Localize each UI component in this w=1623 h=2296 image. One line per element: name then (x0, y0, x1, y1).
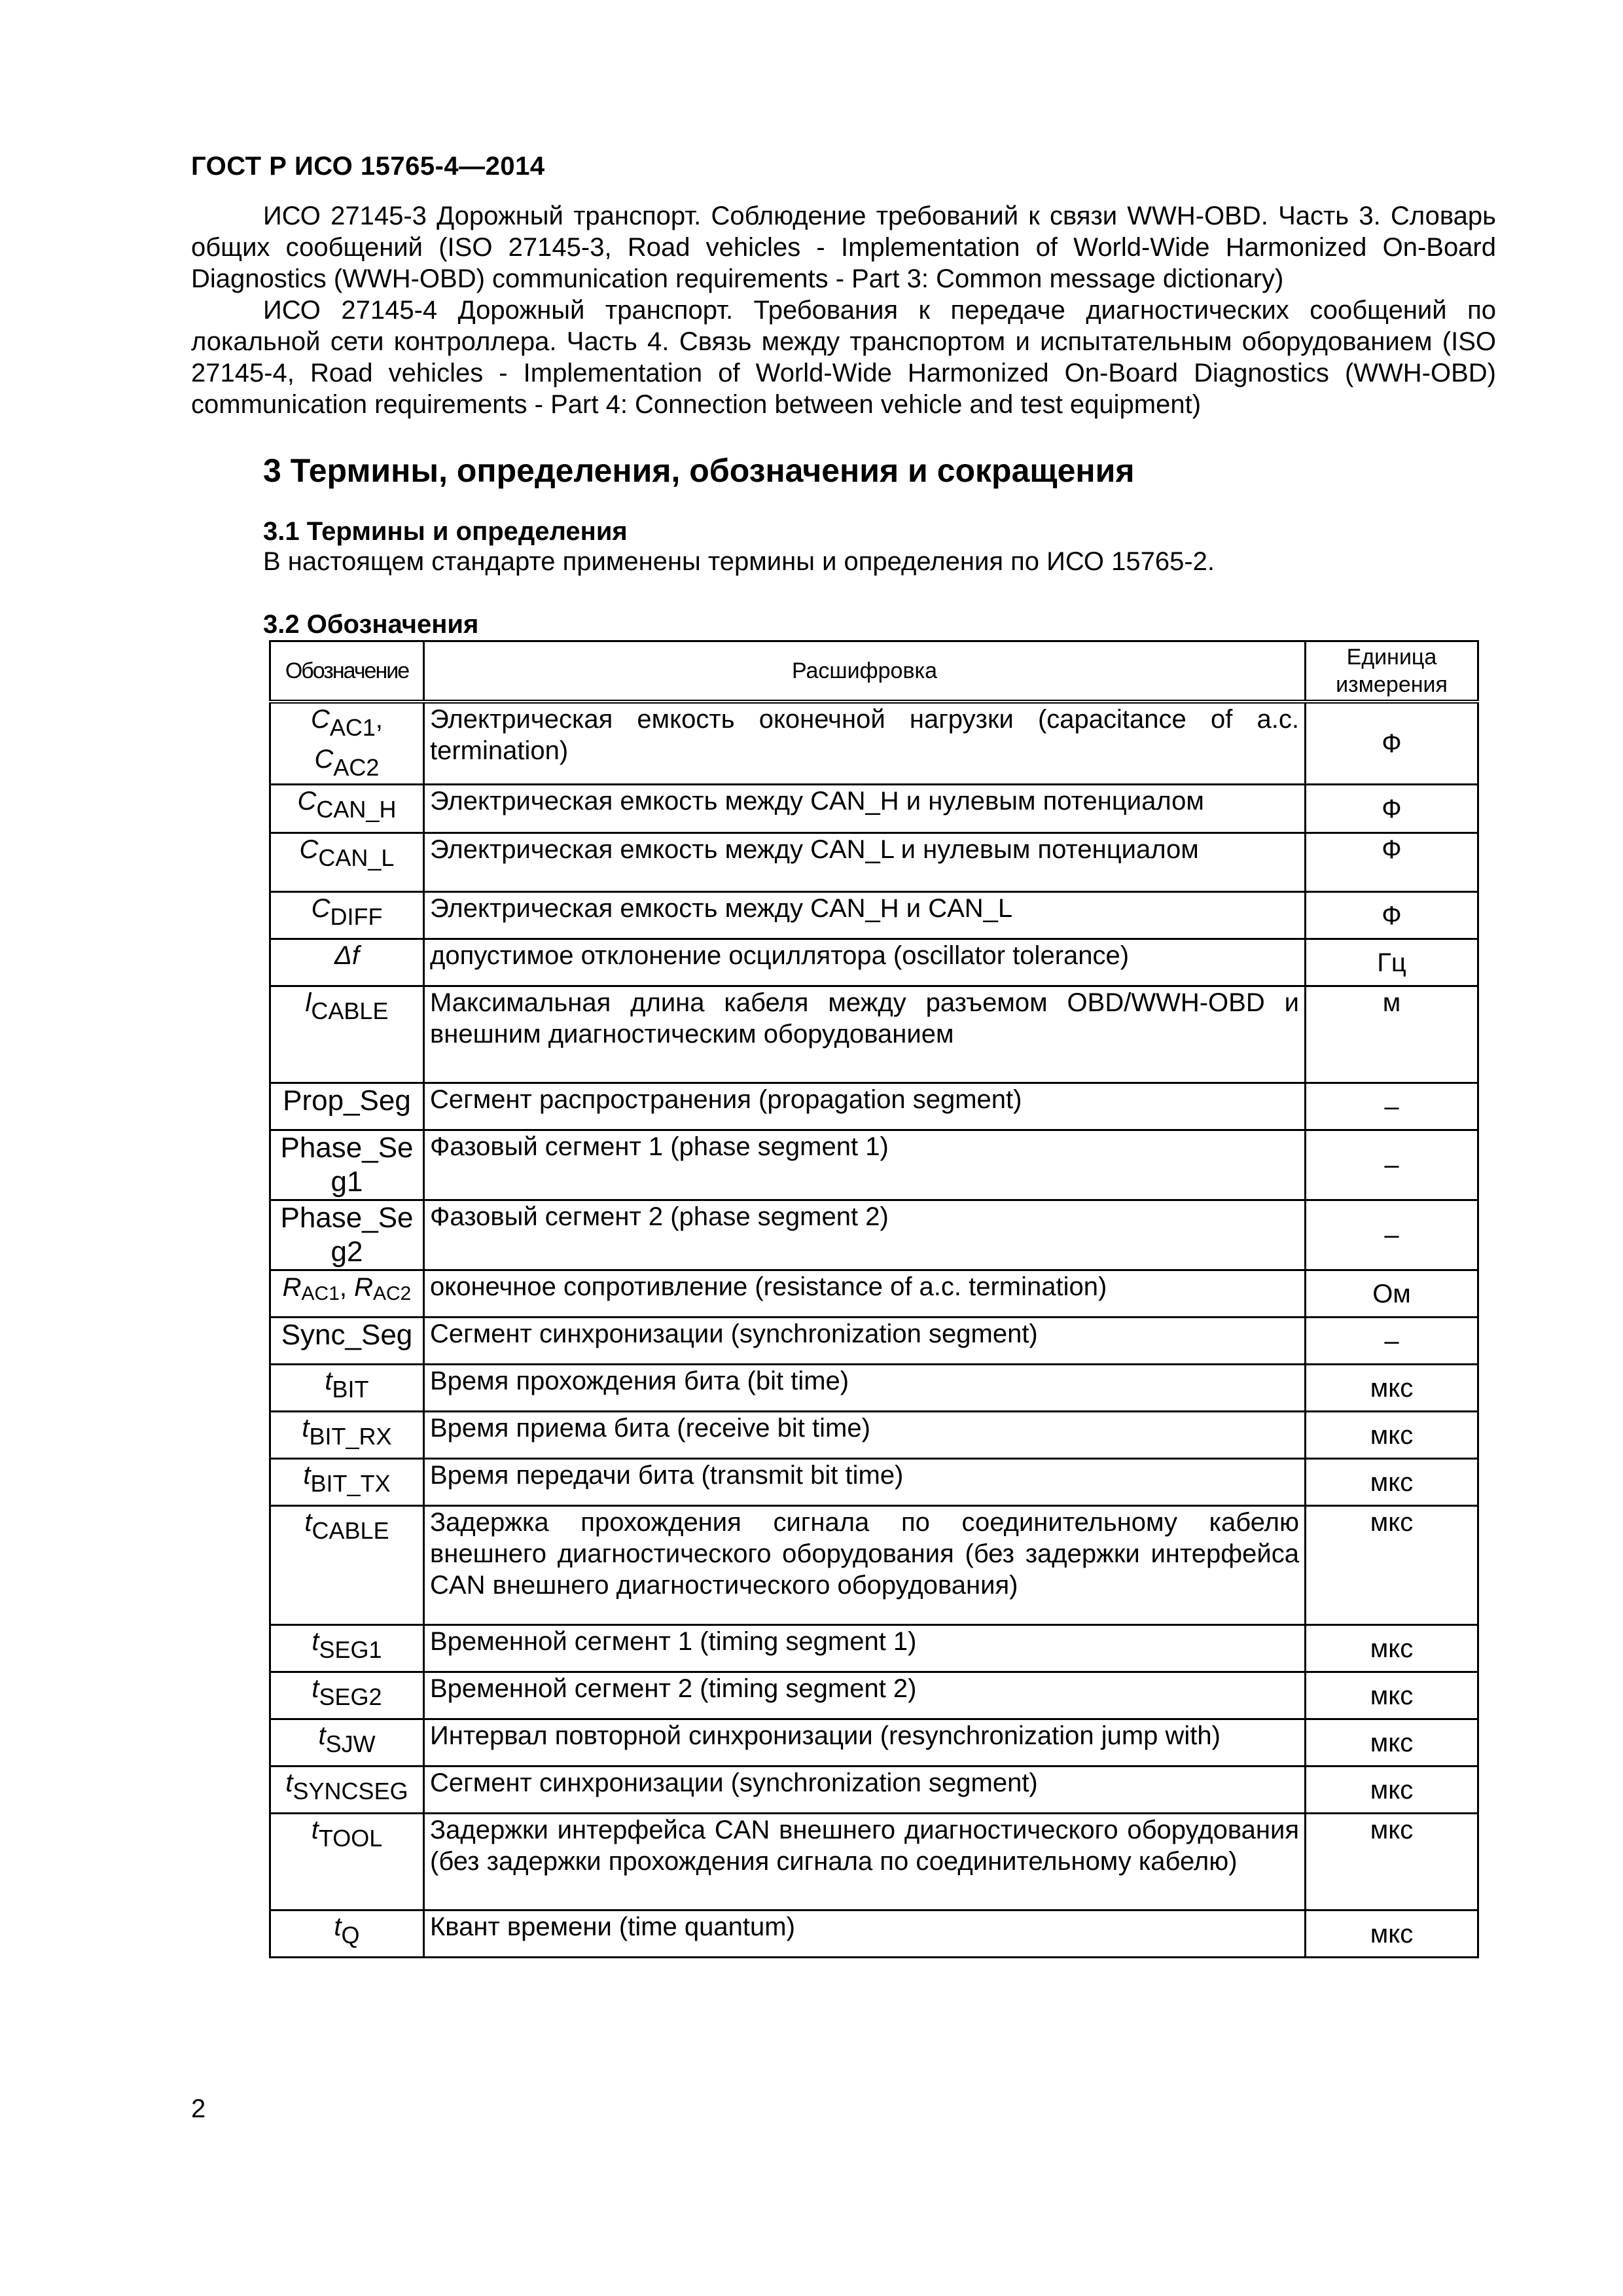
symbol-letter: C (314, 745, 334, 774)
unit-cell: мкс (1306, 1672, 1478, 1719)
unit-cell: мкс (1306, 1719, 1478, 1767)
symbol-subscript: CAN_L (318, 844, 395, 871)
description-cell: Фазовый сегмент 1 (phase segment 1) (424, 1130, 1306, 1200)
unit-cell: мкс (1306, 1910, 1478, 1958)
symbol-cell (270, 1625, 424, 1672)
symbol-letter: Δf (334, 941, 359, 970)
symbol-cell (270, 1910, 424, 1958)
symbol-subscript: AC2 (333, 754, 380, 781)
unit-cell: м (1306, 986, 1478, 1083)
reference-iso-27145-4: ИСО 27145-4 Дорожный транспорт. Требования к передаче диагностических сообщений по локальной сети контроллера. Часть 4. Связь между транспортом и испытательным оборудованием (ISO 27145-4, Road vehicles - Implementation of World-Wide Harmonized On-Board Diagnostics (WWH-OBD) communication requirements - Part 4: Connection between vehicle and test equipment) (191, 296, 1496, 419)
symbol-cell (270, 1506, 424, 1625)
symbol-cell: $C_{AC1}$, $C_{AC2}$ (270, 702, 424, 785)
unit-cell: Гц (1306, 939, 1478, 986)
unit-cell: мкс (1306, 1625, 1478, 1672)
description-cell: Задержка прохождения сигнала по соединительному кабелю внешнего диагностического оборудования (без задержки интерфейса CAN внешнего диагностического оборудования) (424, 1506, 1306, 1625)
table-row (270, 1412, 1478, 1459)
symbol-cell (270, 1767, 424, 1814)
symbol-subscript: BIT_RX (309, 1423, 392, 1450)
symbol-subscript: SYNCSEG (293, 1778, 408, 1804)
table-row (270, 986, 1478, 1083)
header-description: Расшифровка (424, 641, 1306, 702)
unit-cell: – (1306, 1200, 1478, 1270)
symbol-letter: C (310, 705, 330, 734)
table-row (270, 1459, 1478, 1506)
unit-cell: – (1306, 1130, 1478, 1200)
symbol-letter: t (285, 1768, 293, 1797)
table-row (270, 1719, 1478, 1767)
unit-cell: – (1306, 1318, 1478, 1365)
symbol-subscript: BIT (332, 1376, 369, 1403)
symbol-cell (270, 939, 424, 986)
reference-iso-27145-3: ИСО 27145-3 Дорожный транспорт. Соблюдение требований к связи WWH-OBD. Часть 3. Словарь общих сообщений (ISO 27145-3, Road vehicles - Implementation of World-Wide Harmonized On-Board Diagnostics (WWH-OBD) communication requirements - Part 3: Common message dictionary) (191, 202, 1496, 293)
description-cell: Время прохождения бита (bit time) (424, 1365, 1306, 1412)
description-cell: оконечное сопротивление (resistance of a.c. termination) (424, 1270, 1306, 1318)
table-row (270, 892, 1478, 939)
section-3-2-title: 3.2 Обозначения (263, 610, 479, 639)
page-number: 2 (191, 2094, 206, 2123)
table-row (270, 785, 1478, 833)
symbol-letter: t (318, 1721, 326, 1750)
symbol-subscript: AC1 (329, 714, 376, 741)
symbol-subscript: DIFF (330, 903, 383, 930)
description-cell: Электрическая емкость между CAN_L и нулевым потенциалом (424, 833, 1306, 892)
symbol-letter: R (354, 1273, 373, 1302)
unit-cell: мкс (1306, 1412, 1478, 1459)
description-cell: Время приема бита (receive bit time) (424, 1412, 1306, 1459)
description-cell: Временной сегмент 2 (timing segment 2) (424, 1672, 1306, 1719)
unit-cell: Ф (1306, 833, 1478, 892)
table-row (270, 833, 1478, 892)
symbol-subscript: Q (341, 1922, 360, 1948)
table-row (270, 1625, 1478, 1672)
table-row (270, 1318, 1478, 1365)
description-cell: Временной сегмент 1 (timing segment 1) (424, 1625, 1306, 1672)
table-row (270, 1270, 1478, 1318)
symbol-letter: C (311, 894, 330, 923)
table-row (270, 1130, 1478, 1200)
symbol-letter: t (325, 1367, 332, 1395)
symbol-cell (270, 1365, 424, 1412)
description-cell: Сегмент синхронизации (synchronization segment) (424, 1318, 1306, 1365)
symbol-subscript: BIT_TX (310, 1470, 391, 1497)
unit-cell: Ом (1306, 1270, 1478, 1318)
description-cell: Максимальная длина кабеля между разъемом OBD/WWH-OBD и внешним диагностическим оборудованием (424, 986, 1306, 1083)
table-row (270, 939, 1478, 986)
symbol-letter: t (303, 1461, 311, 1490)
symbol-cell (270, 1270, 424, 1318)
description-cell: Электрическая емкость между CAN_H и нулевым потенциалом (424, 785, 1306, 833)
section-3-title: 3 Термины, определения, обозначения и сокращения (263, 452, 1135, 489)
symbol-subscript: SEG2 (319, 1683, 382, 1710)
unit-cell: мкс (1306, 1365, 1478, 1412)
section-3-1-title: 3.1 Термины и определения (263, 517, 628, 546)
symbol-letter: Phase_Se g2 (280, 1202, 414, 1268)
table-row (270, 1767, 1478, 1814)
symbol-cell (270, 1459, 424, 1506)
symbol-cell (270, 1130, 424, 1200)
symbol-cell (270, 986, 424, 1083)
symbol-cell (270, 1719, 424, 1767)
symbol-subscript: AC1 (301, 1283, 340, 1304)
unit-cell: Ф (1306, 785, 1478, 833)
unit-cell: – (1306, 1083, 1478, 1130)
symbol-separator: , (339, 1273, 355, 1302)
symbol-cell (270, 1672, 424, 1719)
table-row (270, 1672, 1478, 1719)
symbol-letter: Prop_Seg (283, 1085, 411, 1117)
unit-cell: Ф (1306, 892, 1478, 939)
symbols-table (269, 640, 1479, 1958)
table-row (270, 1506, 1478, 1625)
table-header-row (270, 641, 1478, 702)
symbol-subscript: SEG1 (319, 1636, 382, 1663)
symbol-cell (270, 1814, 424, 1910)
symbol-subscript: TOOL (318, 1825, 383, 1852)
symbol-letter: l (305, 988, 312, 1017)
symbol-cell (270, 892, 424, 939)
symbol-letter: t (311, 1816, 319, 1844)
symbol-letter: C (299, 835, 319, 864)
description-cell: Электрическая емкость между CAN_H и CAN_L (424, 892, 1306, 939)
symbol-letter: R (282, 1273, 302, 1302)
symbol-cell (270, 833, 424, 892)
table-row (270, 1910, 1478, 1958)
unit-cell: Ф (1306, 702, 1478, 785)
document-header: ГОСТ Р ИСО 15765-4—2014 (191, 152, 545, 181)
symbol-letter: C (297, 787, 317, 816)
unit-cell: мкс (1306, 1459, 1478, 1506)
symbol-cell (270, 785, 424, 833)
symbol-subscript: CABLE (311, 997, 389, 1024)
symbol-letter: t (334, 1912, 342, 1941)
symbol-letter: t (302, 1414, 310, 1443)
symbol-cell (270, 1412, 424, 1459)
symbol-subscript: SJW (325, 1731, 376, 1757)
symbol-subscript: CABLE (312, 1517, 389, 1544)
table-row (270, 1200, 1478, 1270)
table-row (270, 702, 1478, 785)
description-cell: Сегмент распространения (propagation segment) (424, 1083, 1306, 1130)
description-cell: Задержки интерфейса CAN внешнего диагностического оборудования (без задержки прохождения сигнала по соединительному кабелю) (424, 1814, 1306, 1910)
symbol-letter: t (304, 1508, 312, 1537)
symbol-subscript: AC2 (373, 1283, 412, 1304)
normative-references (191, 200, 1496, 420)
description-cell: Время передачи бита (transmit bit time) (424, 1459, 1306, 1506)
header-unit: Единица измерения (1306, 641, 1478, 702)
header-symbol: Обозначение (270, 641, 424, 702)
symbol-letter: Sync_Seg (281, 1319, 413, 1351)
symbol-cell (270, 1318, 424, 1365)
symbol-letter: t (312, 1627, 319, 1656)
description-cell: Квант времени (time quantum) (424, 1910, 1306, 1958)
unit-cell: мкс (1306, 1767, 1478, 1814)
symbol-letter: Phase_Se g1 (280, 1132, 414, 1198)
symbol-subscript: CAN_H (316, 796, 397, 823)
table-row (270, 1083, 1478, 1130)
description-cell: Интервал повторной синхронизации (resynchronization jump with) (424, 1719, 1306, 1767)
symbol-cell (270, 1083, 424, 1130)
unit-cell: мкс (1306, 1814, 1478, 1910)
table-row (270, 1814, 1478, 1910)
section-3-1-text: В настоящем стандарте применены термины и определения по ИСО 15765-2. (263, 547, 1215, 576)
description-cell: допустимое отклонение осциллятора (oscillator tolerance) (424, 939, 1306, 986)
description-cell: Сегмент синхронизации (synchronization segment) (424, 1767, 1306, 1814)
description-cell: Электрическая емкость оконечной нагрузки (capacitance of a.c. termination) (424, 702, 1306, 785)
unit-cell: мкс (1306, 1506, 1478, 1625)
symbol-letter: t (312, 1674, 319, 1703)
table-row (270, 1365, 1478, 1412)
symbol-cell (270, 1200, 424, 1270)
description-cell: Фазовый сегмент 2 (phase segment 2) (424, 1200, 1306, 1270)
